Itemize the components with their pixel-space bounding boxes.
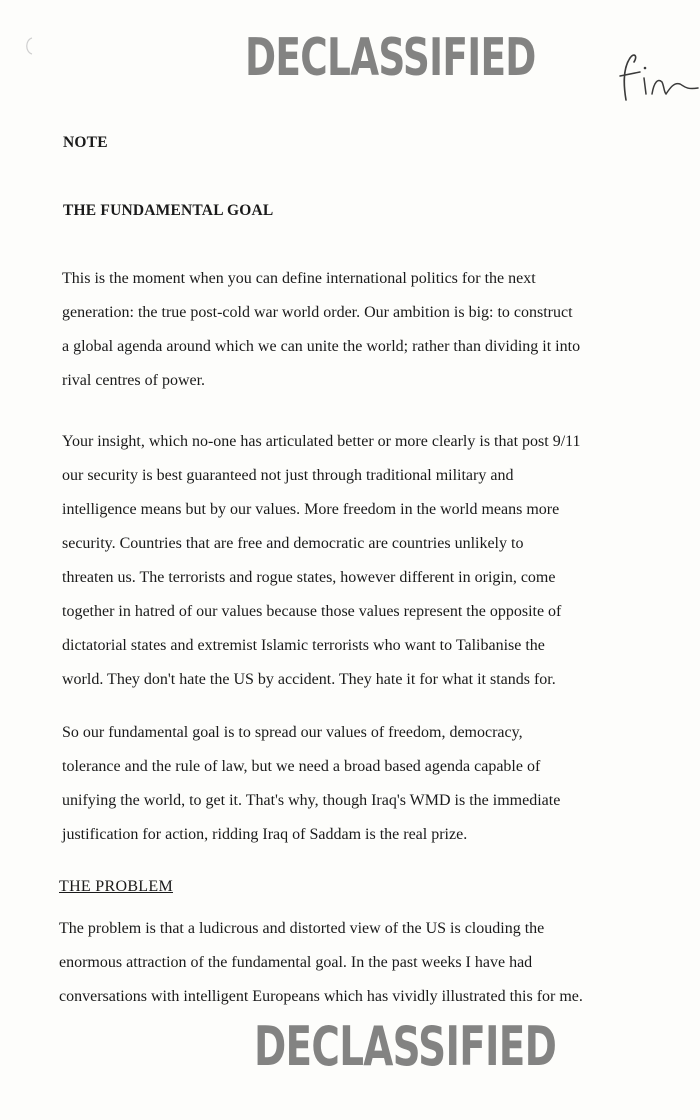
text-line: a global agenda around which we can unite the world; rather than dividing it into <box>62 338 581 355</box>
corner-mark <box>22 36 38 56</box>
section-heading-fundamental-goal: THE FUNDAMENTAL GOAL <box>63 202 274 219</box>
text-line: conversations with intelligent Europeans which has vividly illustrated this for me. <box>59 988 583 1005</box>
paragraph-1 <box>62 262 682 398</box>
text-line: Your insight, which no-one has articulated better or more clearly is that post 9/11 <box>62 433 581 450</box>
text-line: together in hatred of our values because those values represent the opposite of <box>62 603 562 620</box>
text-line: world. They don't hate the US by accident. They hate it for what it stands for. <box>62 671 556 688</box>
text-line: unifying the world, to get it. That's why, though Iraq's WMD is the immediate <box>62 792 561 809</box>
note-label: NOTE <box>63 134 108 151</box>
problem-paragraph <box>59 912 679 1014</box>
paragraph-2 <box>62 425 682 697</box>
text-line: rival centres of power. <box>62 372 206 389</box>
handwritten-initial <box>612 48 700 108</box>
text-line: security. Countries that are free and democratic are countries unlikely to <box>62 535 524 552</box>
text-line: enormous attraction of the fundamental goal. In the past weeks I have had <box>59 954 533 971</box>
text-line: our security is best guaranteed not just through traditional military and <box>62 467 514 484</box>
text-line: generation: the true post-cold war world order. Our ambition is big: to construct <box>62 304 573 321</box>
text-line: intelligence means but by our values. More freedom in the world means more <box>62 501 560 518</box>
text-line: justification for action, ridding Iraq of Saddam is the real prize. <box>62 826 468 843</box>
text-line: tolerance and the rule of law, but we need a broad based agenda capable of <box>62 758 541 775</box>
text-line: The problem is that a ludicrous and distorted view of the US is clouding the <box>59 920 545 937</box>
text-line: So our fundamental goal is to spread our values of freedom, democracy, <box>62 724 523 741</box>
text-line: threaten us. The terrorists and rogue states, however different in origin, come <box>62 569 556 586</box>
declassified-stamp-top: DECLASSIFIED <box>245 28 536 88</box>
text-line: dictatorial states and extremist Islamic terrorists who want to Talibanise the <box>62 637 545 654</box>
declassified-stamp-bottom: DECLASSIFIED <box>254 1015 557 1078</box>
text-line: This is the moment when you can define international politics for the next <box>62 270 536 287</box>
section-heading-problem: THE PROBLEM <box>59 878 173 895</box>
paragraph-3 <box>62 716 682 852</box>
